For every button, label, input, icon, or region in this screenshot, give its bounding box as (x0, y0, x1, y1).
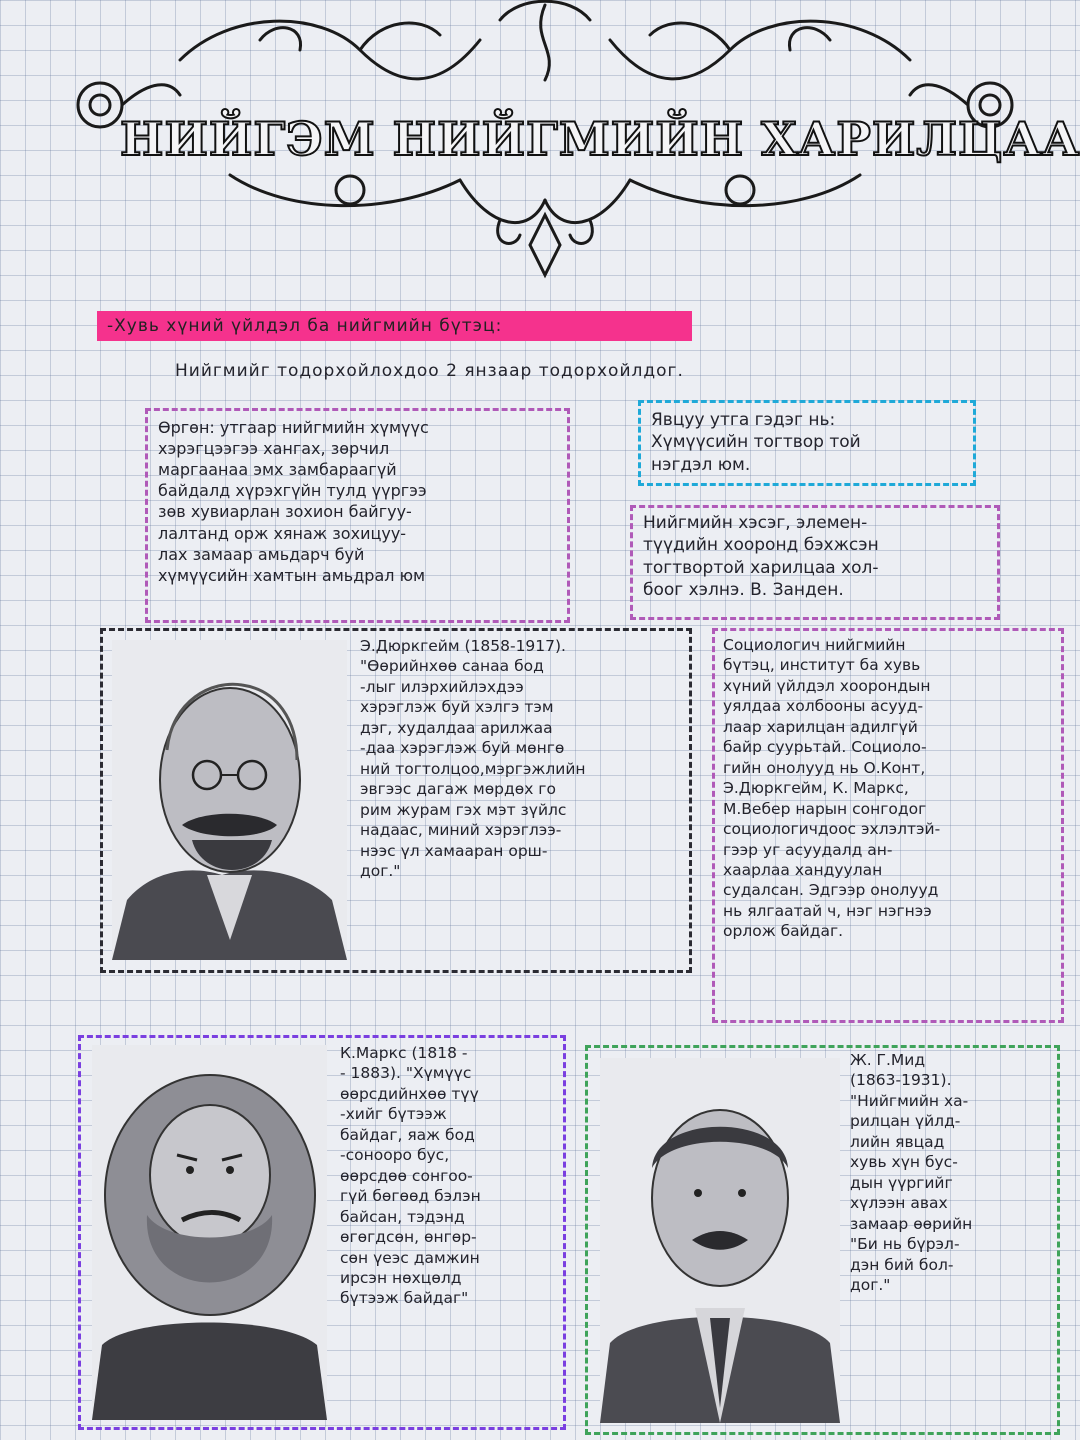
mead-line: дэн бий бол- (850, 1255, 954, 1274)
sociology-line: Социологич нийгмийн (723, 636, 906, 654)
mead-line: хувь хүн бус- (850, 1153, 958, 1172)
zanden-line: боог хэлнэ. В. Занден. (643, 580, 844, 601)
intro-text: Нийгмийг тодорхойлохдоо 2 янзаар тодорхойлдог. (175, 361, 684, 381)
marx-line: өөрсдийнхөө түү (340, 1084, 479, 1103)
mead-line: замаар өөрийн (850, 1214, 973, 1233)
broad-line: хэрэгцээгээ хангах, зөрчил (158, 439, 390, 459)
durkheim-line: -лыг илэрхийлэхдээ (360, 677, 524, 696)
durkheim-quote (360, 636, 690, 881)
durkheim-line: "Өөрийнхөө санаа бод (360, 657, 544, 676)
durkheim-line: дог." (360, 861, 401, 880)
sociology-line: М.Вебер нарын сонгодог (723, 799, 927, 818)
marx-line: өөрсдөө сонгоо- (340, 1166, 473, 1185)
marx-line: -сонооро бус, (340, 1146, 450, 1165)
mead-line: рилцан үйлд- (850, 1112, 961, 1131)
broad-line: зөв хувиарлан зохион байгуу- (158, 502, 412, 522)
durkheim-line: рим журам гэх мэт зүйлс (360, 800, 567, 819)
sociology-line: бүтэц, институт ба хувь (723, 656, 921, 675)
zanden-definition-box (630, 505, 1000, 620)
zanden-line: тогтвортой харилцаа хол- (643, 557, 879, 578)
mead-portrait (600, 1058, 840, 1423)
durkheim-line: хэрэглэж буй хэлгэ тэм (360, 698, 554, 717)
marx-line: гүй бөгөөд бэлэн (340, 1187, 481, 1206)
marx-line: өгөгдсөн, өнгөр- (340, 1228, 477, 1247)
broad-line: байдалд хүрэхгүйн тулд үүргээ (158, 481, 427, 501)
narrow-definition-box (638, 400, 976, 486)
broad-line: лах замаар амьдарч буй (158, 544, 365, 564)
section-highlight: -Хувь хүний үйлдэл ба нийгмийн бүтэц: (97, 311, 692, 341)
marx-line: -хийг бүтээж (340, 1105, 447, 1124)
mead-line: хүлээн авах (850, 1194, 948, 1213)
page-title: НИЙГЭМ НИЙГМИЙН ХАРИЛЦАА (120, 112, 1080, 166)
sociology-line: гээр уг асуудалд ан- (723, 840, 893, 859)
zanden-line: түүдийн хооронд бэхжсэн (643, 535, 879, 556)
durkheim-line: Э.Дюркгейм (1858-1917). (360, 637, 566, 655)
marx-line: байсан, тэдэнд (340, 1207, 465, 1226)
durkheim-line: эвгээс дагаж мөрдөх го (360, 780, 556, 799)
sociology-line: хүний үйлдэл хоорондын (723, 676, 931, 695)
marx-line: ирсэн нөхцөлд (340, 1268, 462, 1287)
sociology-line: судалсан. Эдгээр онолууд (723, 881, 939, 900)
durkheim-line: нээс үл хамааран орш- (360, 841, 548, 860)
sociology-line: Э.Дюркгейм, К. Маркс, (723, 779, 909, 798)
sociology-line: байр суурьтай. Социоло- (723, 738, 927, 757)
narrow-line: Явцуу утга гэдэг нь: (651, 410, 836, 430)
sociology-line: лаар харилцан адилгүй (723, 717, 918, 736)
durkheim-line: надаас, миний хэрэглээ- (360, 821, 562, 840)
marx-line: сөн үеэс дамжин (340, 1248, 480, 1267)
broad-line: Өргөн: утгаар нийгмийн хүмүүс (158, 418, 429, 437)
mead-line: дог." (850, 1275, 891, 1294)
durkheim-portrait (112, 640, 347, 960)
marx-line: - 1883). "Хүмүүс (340, 1064, 472, 1083)
sociology-line: гийн онолууд нь О.Конт, (723, 758, 926, 777)
durkheim-line: дэг, худалдаа арилжаа (360, 718, 553, 737)
mead-line: Ж. Г.Мид (850, 1051, 926, 1069)
marx-line: байдаг, яаж бод (340, 1125, 475, 1144)
sociology-line: социологичдоос эхлэлтэй- (723, 820, 941, 839)
mead-quote (850, 1050, 1055, 1295)
sociology-box (712, 628, 1064, 1023)
broad-line: хүмүүсийн хамтын амьдрал юм (158, 565, 426, 585)
broad-line: лалтанд орж хянаж зохицуу- (158, 523, 407, 543)
narrow-line: Хүмүүсийн тогтвор той (651, 432, 861, 453)
sociology-line: орлож байдаг. (723, 922, 844, 941)
mead-line: дын үүргийг (850, 1173, 953, 1192)
sociology-line: хаарлаа хандуулан (723, 860, 883, 879)
marx-quote (340, 1043, 565, 1309)
mead-line: (1863-1931). (850, 1071, 952, 1090)
durkheim-line: ний тогтолцоо,мэргэжлийн (360, 759, 586, 778)
mead-line: лийн явцад (850, 1132, 945, 1151)
narrow-line: нэгдэл юм. (651, 454, 751, 475)
zanden-line: Нийгмийн хэсэг, элемен- (643, 513, 868, 533)
marx-line: бүтээж байдаг" (340, 1289, 469, 1308)
mead-line: "Би нь бүрэл- (850, 1235, 960, 1254)
marx-line: К.Маркс (1818 - (340, 1044, 468, 1062)
mead-line: "Нийгмийн ха- (850, 1091, 969, 1110)
broad-line: маргаанаа эмх замбараагүй (158, 460, 397, 480)
marx-portrait (92, 1045, 327, 1420)
sociology-line: уялдаа холбооны асууд- (723, 697, 924, 716)
durkheim-line: -даа хэрэглэж буй мөнгө (360, 739, 565, 758)
broad-definition-box (145, 408, 570, 623)
sociology-line: нь ялгаатай ч, нэг нэгнээ (723, 901, 932, 920)
